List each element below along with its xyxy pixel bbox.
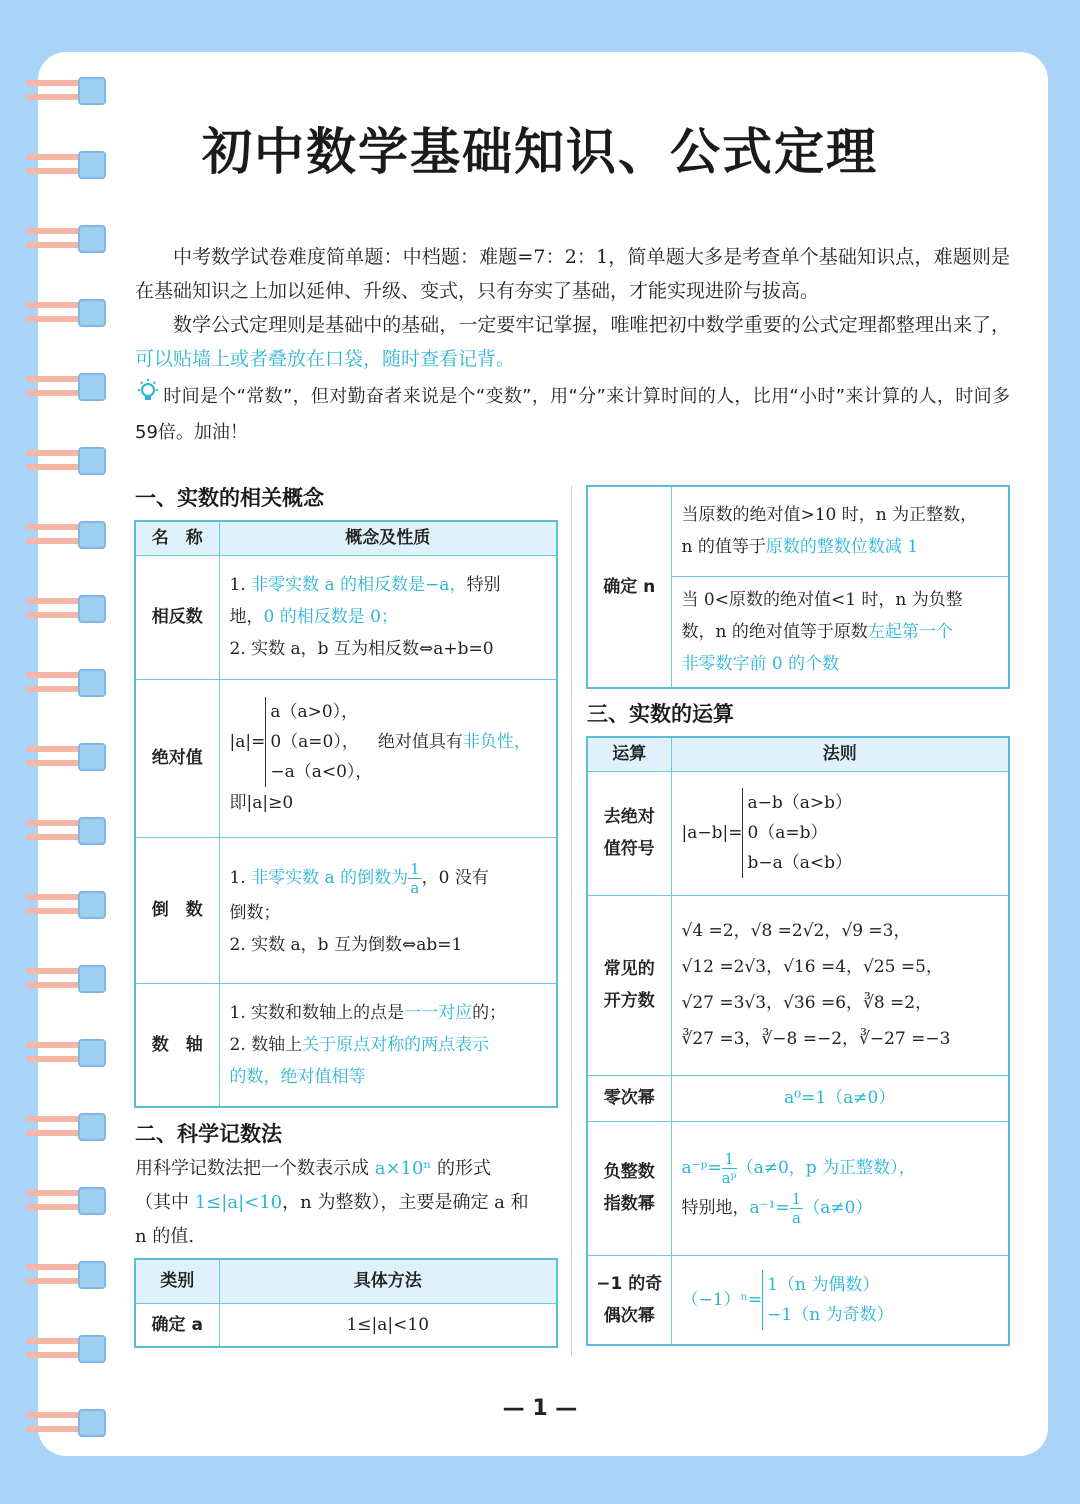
spiral-ring: [26, 962, 112, 996]
row-content: （−1）ⁿ= 1（n 为偶数） −1（n 为奇数）: [671, 1255, 1009, 1345]
spiral-ring: [26, 888, 112, 922]
row-content: a⁰=1（a≠0）: [671, 1075, 1009, 1121]
table-row: [587, 1255, 1009, 1345]
row-name: 零次幂: [587, 1075, 671, 1121]
section-heading-scientific-notation: 二、科学记数法: [135, 1122, 282, 1146]
row-content: |a−b|= a−b（a>b） 0（a=b） b−a（a<b）: [671, 771, 1009, 895]
spiral-ring: [26, 1258, 112, 1292]
row-content: |a|= a（a>0）， 0（a=0）， −a（a<0）， 绝对值具有非负性， 即|a|≥0: [219, 679, 557, 837]
row-content: 1≤|a|<10: [219, 1303, 557, 1347]
scientific-notation-text: 用科学记数法把一个数表示成 a×10ⁿ 的形式 （其中 1≤|a|<10，n 为整数），主要是确定 a 和 n 的值.: [135, 1158, 529, 1247]
real-number-concepts-table: [134, 520, 558, 1108]
table-row: [135, 983, 557, 1107]
spiral-ring: [26, 666, 112, 700]
table-row: [135, 679, 557, 837]
row-name: 倒 数: [135, 837, 219, 983]
spiral-ring: [26, 1036, 112, 1070]
table-row: [587, 1121, 1009, 1255]
scientific-notation-table: [134, 1258, 558, 1348]
spiral-ring: [26, 740, 112, 774]
spiral-ring: [26, 370, 112, 404]
spiral-ring: [26, 444, 112, 478]
row-content: √4 =2，√8 =2√2，√9 =3， √12 =2√3，√16 =4，√25 =5， √27 =3√3，√36 =6，∛8 =2， ∛27 =3，∛−8 =−2，∛−27 =−3: [671, 895, 1009, 1075]
row-name: 去绝对 值符号: [587, 771, 671, 895]
spiral-ring: [26, 1110, 112, 1144]
row-content: 1. 非零实数 a 的倒数为 $\frac{1}{a}$ ，0 没有 倒数； 2. 实数 a，b 互为倒数⇔ab=1: [219, 837, 557, 983]
row-content: 1. 实数和数轴上的点是一一对应的； 2. 数轴上关于原点对称的两点表示 的数，绝对值相等: [219, 983, 557, 1107]
page-number: — 1 —: [502, 1396, 578, 1421]
page-title: 初中数学基础知识、公式定理: [202, 123, 878, 181]
section-heading-operations: 三、实数的运算: [587, 702, 734, 726]
row-name: −1 的奇 偶次幂: [587, 1255, 671, 1345]
row-name: 数 轴: [135, 983, 219, 1107]
table-row: [135, 837, 557, 983]
table-row: [587, 895, 1009, 1075]
intro-paragraph-2: 数学公式定理则是基础中的基础，一定要牢记掌握，唯唯把初中数学重要的公式定理都整理出来了，可以贴墙上或者叠放在口袋，随时查看记背。: [135, 314, 1010, 370]
table-header: 法则: [671, 737, 1009, 771]
row-name: 确定 a: [135, 1303, 219, 1347]
row-name: 确定 n: [587, 486, 671, 688]
table-header: 类别: [135, 1259, 219, 1303]
row-name: 常见的 开方数: [587, 895, 671, 1075]
determine-n-table: [586, 485, 1010, 689]
table-row: [587, 1075, 1009, 1121]
row-content: 1. 非零实数 a 的相反数是−a，特别 地，0 的相反数是 0； 2. 实数 a，b 互为相反数⇔a+b=0: [219, 555, 557, 679]
table-header: 概念及性质: [219, 521, 557, 555]
spiral-ring: [26, 814, 112, 848]
table-row: [587, 771, 1009, 895]
table-row: [135, 1303, 557, 1347]
column-divider: [571, 486, 572, 1356]
row-name: 相反数: [135, 555, 219, 679]
spiral-ring: [26, 74, 112, 108]
row-content: 当原数的绝对值>10 时，n 为正整数， n 的值等于原数的整数位数减 1: [671, 486, 1009, 576]
section-heading-real-numbers: 一、实数的相关概念: [135, 486, 324, 510]
operations-table: [586, 736, 1010, 1346]
table-header: 名 称: [135, 521, 219, 555]
row-content: 当 0<原数的绝对值<1 时，n 为负整 数，n 的绝对值等于原数左起第一个 非零数字前 0 的个数: [671, 576, 1009, 688]
lightbulb-icon: [135, 378, 163, 416]
spiral-ring: [26, 518, 112, 552]
spiral-ring: [26, 1184, 112, 1218]
row-name: 负整数 指数幂: [587, 1121, 671, 1255]
row-name: 绝对值: [135, 679, 219, 837]
table-row: [587, 486, 1009, 576]
tip-paragraph: 时间是个“常数”，但对勤奋者来说是个“变数”，用“分”来计算时间的人，比用“小时”来计算的人，时间多59倍。加油！: [135, 378, 1010, 450]
intro-paragraph-1: 中考数学试卷难度简单题：中档题：难题=7：2：1，简单题大多是考查单个基础知识点，难题则是在基础知识之上加以延伸、升级、变式，只有夯实了基础，才能实现进阶与拔高。: [135, 246, 1010, 302]
table-row: [135, 555, 557, 679]
table-header: 运算: [587, 737, 671, 771]
spiral-ring: [26, 1332, 112, 1366]
row-content: a⁻ᵖ= $\frac{1}{\text{aᵖ}}$ （a≠0，p 为正整数）， 特别地，a⁻¹= $\frac{1}{a}$ （a≠0）: [671, 1121, 1009, 1255]
spiral-ring: [26, 592, 112, 626]
table-header: 具体方法: [219, 1259, 557, 1303]
spiral-ring: [26, 222, 112, 256]
spiral-ring: [26, 296, 112, 330]
